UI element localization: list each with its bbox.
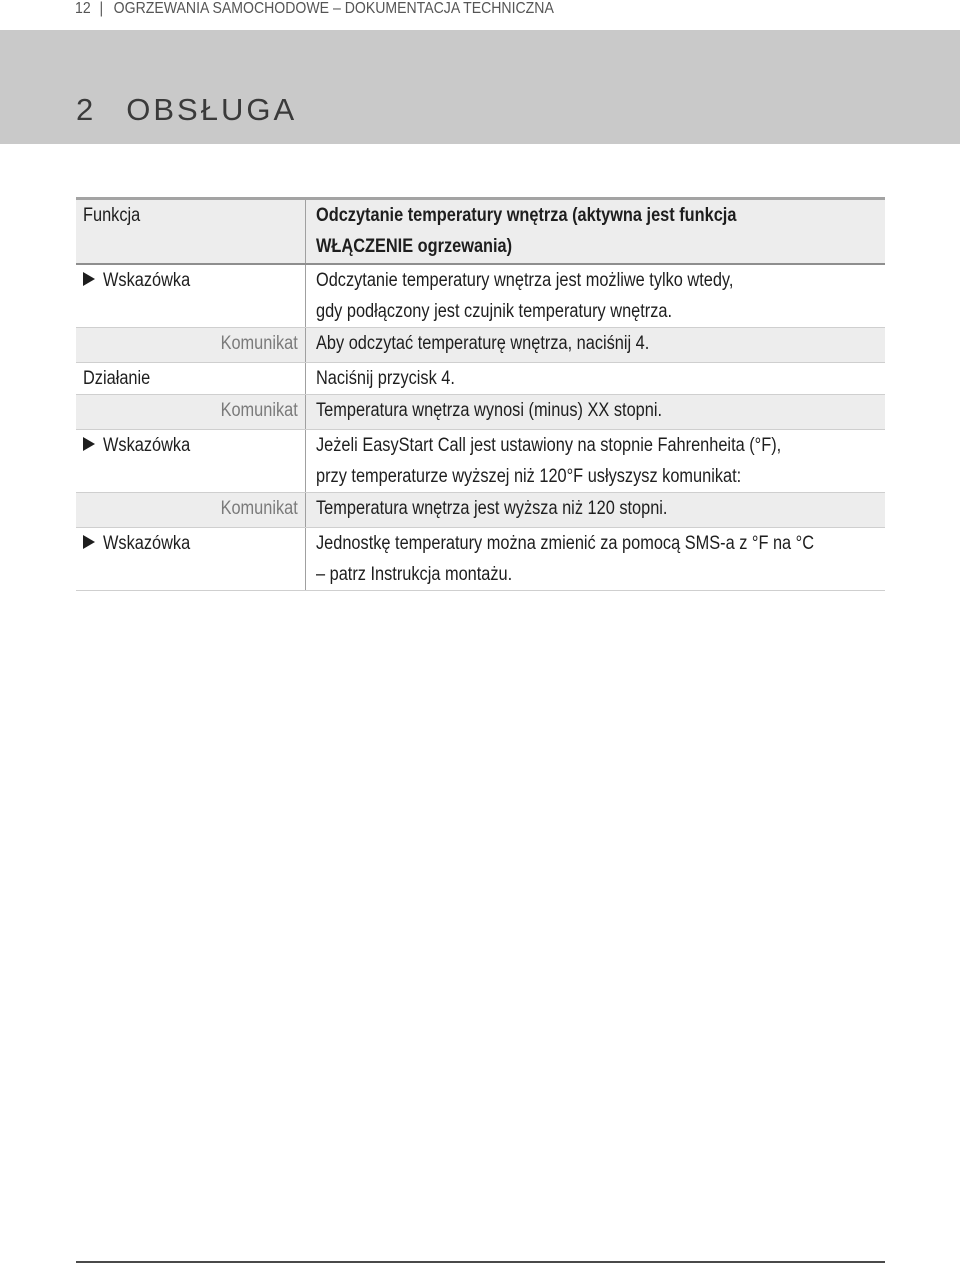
hint-text-line: przy temperaturze wyższej niż 120°F usłyszysz komunikat: <box>316 466 742 487</box>
hint-label: Wskazówka <box>103 270 191 291</box>
chapter-number: 2 <box>76 92 97 127</box>
function-row <box>76 200 885 265</box>
footer-rule <box>76 1261 885 1263</box>
function-label: Funkcja <box>83 205 141 226</box>
hint-label: Wskazówka <box>103 533 191 554</box>
message-row <box>76 328 885 363</box>
hint-label-cell <box>76 430 305 492</box>
hint-row <box>76 430 885 493</box>
hint-text-cell <box>305 528 895 590</box>
message-label-cell <box>76 395 305 429</box>
chapter-heading <box>76 92 297 128</box>
message-label-cell <box>76 328 305 362</box>
function-text-line: WŁĄCZENIE ogrzewania) <box>316 236 513 257</box>
hint-text-cell <box>305 430 885 492</box>
header-separator: | <box>99 0 104 17</box>
message-label: Komunikat <box>220 400 298 421</box>
action-text: Naciśnij przycisk 4. <box>316 368 455 389</box>
function-label-cell <box>76 200 305 263</box>
function-text-line: Odczytanie temperatury wnętrza (aktywna jest funkcja <box>316 205 737 226</box>
message-text-cell <box>305 328 885 362</box>
hint-text-cell <box>305 265 885 327</box>
action-label: Działanie <box>83 368 151 389</box>
message-label-cell <box>76 493 305 527</box>
hint-row <box>76 528 885 591</box>
message-text: Temperatura wnętrza jest wyższa niż 120 stopni. <box>316 498 668 519</box>
play-triangle-icon <box>83 437 95 451</box>
message-text: Aby odczytać temperaturę wnętrza, naciśnij 4. <box>316 333 650 354</box>
function-text-cell <box>305 200 885 263</box>
hint-text-line: – patrz Instrukcja montażu. <box>316 564 513 585</box>
page-number: 12 <box>75 0 91 17</box>
action-row <box>76 363 885 395</box>
hint-row <box>76 265 885 328</box>
message-row <box>76 493 885 528</box>
hint-label-cell <box>76 265 305 327</box>
hint-label: Wskazówka <box>103 435 191 456</box>
hint-text-line: Jednostkę temperatury można zmienić za pomocą SMS-a z °F na °C <box>316 533 815 554</box>
message-text-cell <box>305 493 885 527</box>
message-label: Komunikat <box>220 333 298 354</box>
running-header <box>75 0 554 18</box>
hint-label-cell <box>76 528 305 590</box>
message-text: Temperatura wnętrza wynosi (minus) XX stopni. <box>316 400 663 421</box>
message-row <box>76 395 885 430</box>
instruction-table <box>76 197 885 591</box>
message-label: Komunikat <box>220 498 298 519</box>
action-text-cell <box>305 363 885 394</box>
action-label-cell <box>76 363 305 394</box>
running-title: OGRZEWANIA SAMOCHODOWE – DOKUMENTACJA TECHNICZNA <box>113 0 554 17</box>
hint-text-line: Jeżeli EasyStart Call jest ustawiony na stopnie Fahrenheita (°F), <box>316 435 782 456</box>
chapter-title: OBSŁUGA <box>126 92 298 127</box>
hint-text-line: gdy podłączony jest czujnik temperatury wnętrza. <box>316 301 673 322</box>
play-triangle-icon <box>83 535 95 549</box>
hint-text-line: Odczytanie temperatury wnętrza jest możliwe tylko wtedy, <box>316 270 734 291</box>
play-triangle-icon <box>83 272 95 286</box>
message-text-cell <box>305 395 885 429</box>
